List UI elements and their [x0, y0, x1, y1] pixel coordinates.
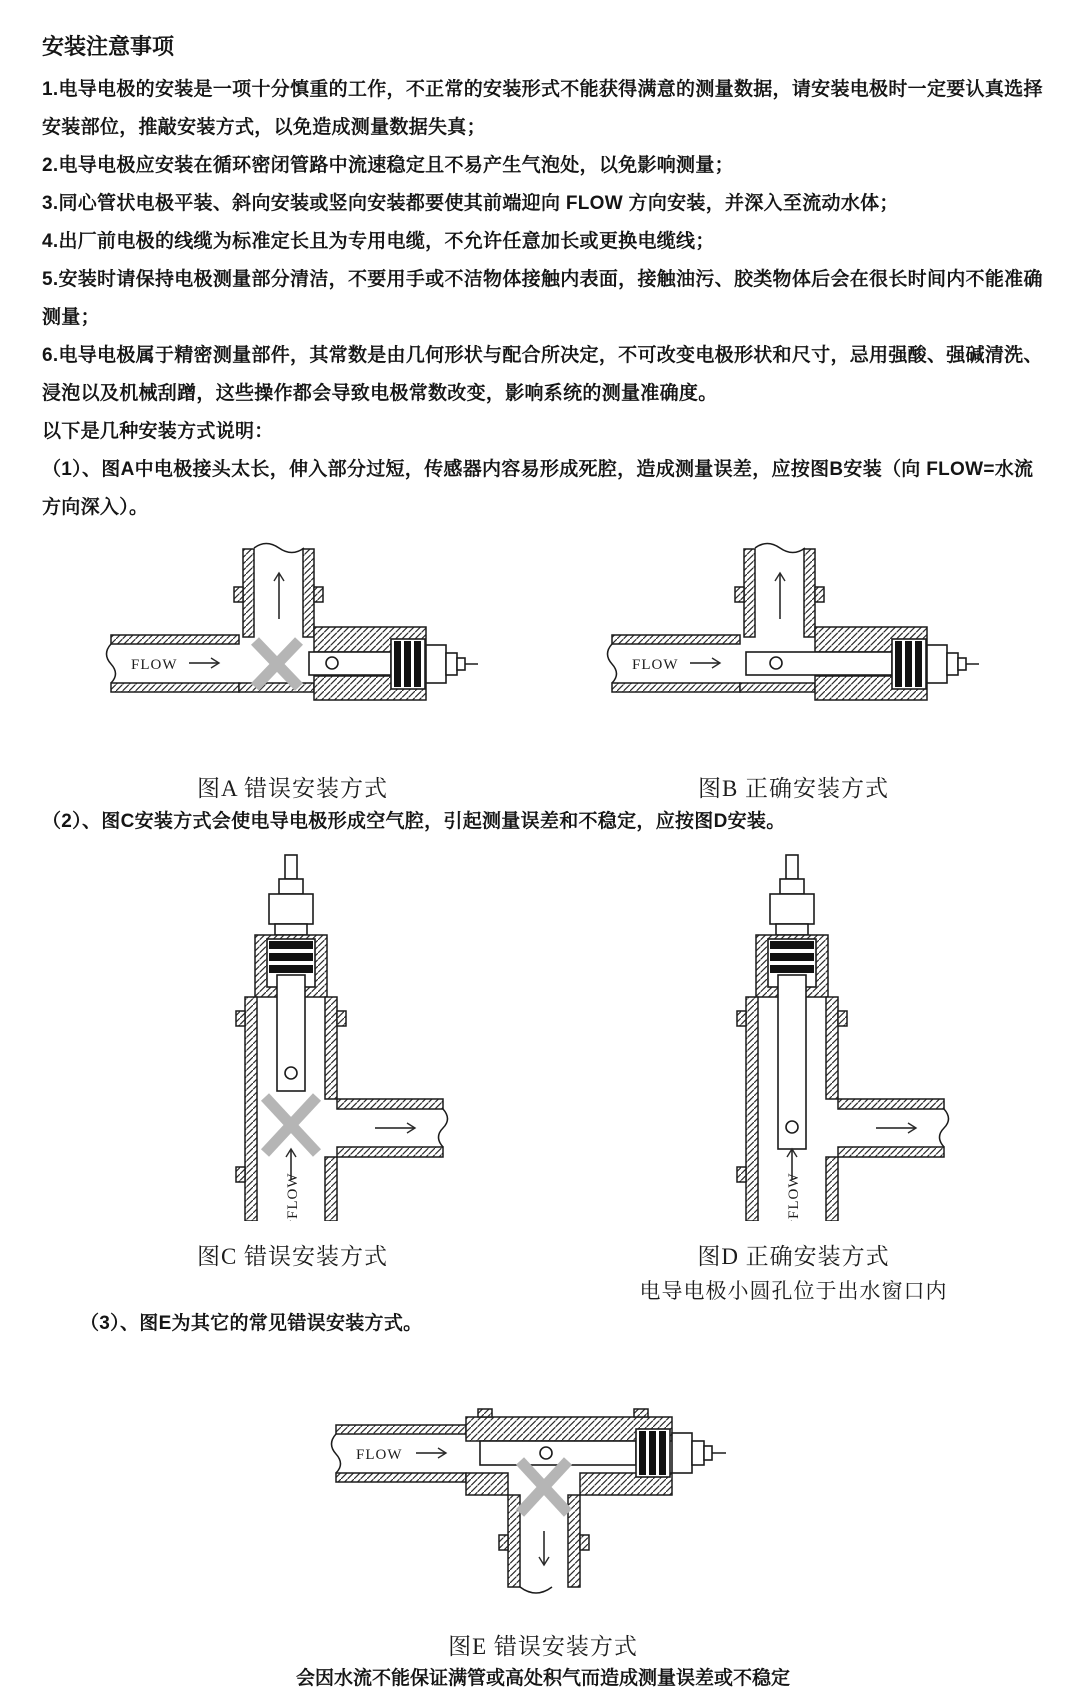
note-paragraph-2: 2.电导电极应安装在循环密闭管路中流速稳定且不易产生气泡处，以免影响测量； [42, 155, 734, 176]
figure-c [123, 849, 463, 1271]
figure-a-diagram [103, 535, 483, 753]
figure-e-caption: 图E 错误安装方式 [448, 1634, 638, 1659]
figure-a-caption: 图A 错误安装方式 [196, 776, 389, 801]
cable-connector [269, 855, 313, 935]
intro-line: 以下是几种安装方式说明： [42, 421, 274, 442]
cable-connector [927, 645, 979, 683]
install-item-1: （1）、图A中电极接头太长，伸入部分过短，传感器内容易形成死腔，造成测量误差，应按图B安装（向 FLOW=水流方向深入）。 [42, 459, 1034, 518]
note-paragraph-3: 3.同心管状电极平装、斜向安装或竖向安装都要使其前端迎向 FLOW 方向安装，并深入至流动水体； [42, 193, 899, 214]
figure-e-subcaption: 会因水流不能保证满管或高处积气而造成测量误差或不稳定 [295, 1668, 790, 1689]
wrong-x-mark [265, 1097, 317, 1153]
figure-d [624, 849, 964, 1305]
note-paragraph-6: 6.电导电极属于精密测量部件，其常数是由几何形状与配合所决定，不可改变电极形状和尺寸，忌用强酸、强碱清洗、浸泡以及机械刮蹭，这些操作都会导致电极常数改变，影响系统的测量准确度。 [42, 345, 1043, 404]
note-paragraph-1: 1.电导电极的安装是一项十分慎重的工作，不正常的安装形式不能获得满意的测量数据，请安装电极时一定要认真选择安装部位，推敲安装方式，以免造成测量数据失真； [42, 79, 1043, 138]
flow-label: FLOW [284, 1172, 301, 1219]
electrode-probe [746, 652, 892, 675]
page-title: 安装注意事项 [42, 34, 175, 59]
figure-row-cd [42, 849, 1044, 1305]
install-item-2: （2）、图C安装方式会使电导电极形成空气腔，引起测量误差和不稳定，应按图D安装。 [42, 811, 786, 832]
electrode-hole [786, 1121, 798, 1133]
cable-connector [672, 1433, 726, 1473]
wrong-x-mark [255, 641, 299, 687]
figure-e-diagram [328, 1349, 758, 1611]
figure-b-caption: 图B 正确安装方式 [697, 776, 890, 801]
figure-c-diagram [123, 849, 463, 1221]
note-paragraph-5: 5.安装时请保持电极测量部分清洁，不要用手或不洁物体接触内表面，接触油污、胶类物体后会在很长时间内不能准确测量； [42, 269, 1043, 328]
note-paragraph-4: 4.出厂前电极的线缆为标准定长且为专用电缆，不允许任意加长或更换电缆线； [42, 231, 715, 252]
flow-label: FLOW [355, 1447, 403, 1463]
figure-d-subcaption: 电导电极小圆孔位于出水窗口内 [639, 1279, 948, 1303]
figure-a [103, 535, 483, 803]
wrong-x-mark [520, 1461, 568, 1513]
electrode-hole [770, 657, 782, 669]
flow-label: FLOW [785, 1172, 802, 1219]
figure-b-diagram [604, 535, 984, 753]
figure-b [604, 535, 984, 803]
flow-label: FLOW [631, 657, 678, 673]
install-item-3: （3）、图E为其它的常见错误安装方式。 [80, 1313, 423, 1334]
figure-row-ab [42, 535, 1044, 803]
figure-e [296, 1349, 790, 1690]
figure-d-diagram [624, 849, 964, 1221]
electrode-probe [778, 975, 806, 1149]
flow-label: FLOW [130, 657, 177, 673]
electrode-probe [277, 975, 305, 1091]
electrode-hole [285, 1067, 297, 1079]
figure-d-caption: 图D 正确安装方式 [697, 1244, 890, 1269]
electrode-probe [309, 652, 391, 675]
figure-row-e [42, 1349, 1044, 1690]
cable-connector [770, 855, 814, 935]
electrode-hole [326, 657, 338, 669]
figure-c-caption: 图C 错误安装方式 [196, 1244, 389, 1269]
electrode-hole [540, 1447, 552, 1459]
electrode-probe [480, 1441, 636, 1465]
cable-connector [426, 645, 478, 683]
